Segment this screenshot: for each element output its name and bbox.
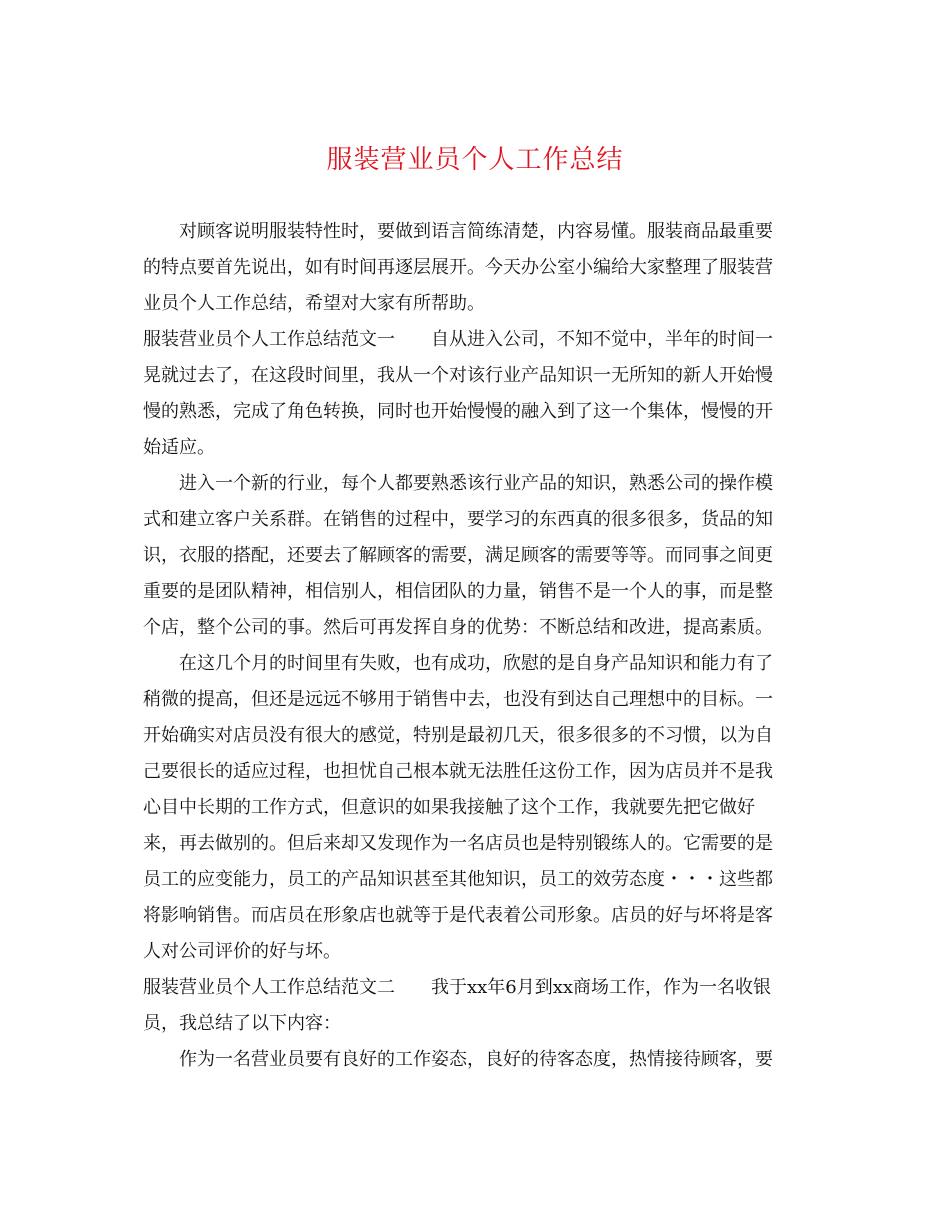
text-line: 在这几个月的时间里有失败，也有成功，欣慰的是自身产品知识和能力有了 [179, 653, 773, 674]
text-line: 的特点要首先说出，如有时间再逐层展开。今天办公室小编给大家整理了服装营 [143, 257, 773, 278]
text-line: 人对公司评价的好与坏。 [143, 941, 341, 962]
text-line: 对顾客说明服装特性时，要做到语言简练清楚，内容易懂。服装商品最重要 [179, 221, 773, 242]
text-line: 心目中长期的工作方式，但意识的如果我接触了这个工作，我就要先把它做好 [143, 797, 755, 818]
text-line: 来，再去做别的。但后来却又发现作为一名店员也是特别锻练人的。它需要的是 [143, 833, 773, 854]
text-line: 始适应。 [143, 437, 215, 458]
text-line: 业员个人工作总结，希望对大家有所帮助。 [143, 293, 485, 314]
text-line: 进入一个新的行业，每个人都要熟悉该行业产品的知识，熟悉公司的操作模 [179, 473, 773, 494]
text-line: 将影响销售。而店员在形象店也就等于是代表着公司形象。店员的好与坏将是客 [143, 905, 773, 926]
text-line: 员工的应变能力，员工的产品知识甚至其他知识，员工的效劳态度・・・这些都 [143, 869, 773, 890]
text-line: 慢的熟悉，完成了角色转换，同时也开始慢慢的融入到了这一个集体，慢慢的开 [143, 401, 773, 422]
text-line: 服装营业员个人工作总结范文二 我于xx年6月到xx商场工作，作为一名收银 [143, 977, 772, 998]
document-body [143, 214, 803, 1078]
text-line: 己要很长的适应过程，也担忧自己根本就无法胜任这份工作，因为店员并不是我 [143, 761, 773, 782]
text-line: 式和建立客户关系群。在销售的过程中，要学习的东西真的很多很多，货品的知 [143, 509, 773, 530]
text-line: 重要的是团队精神，相信别人，相信团队的力量，销售不是一个人的事，而是整 [143, 581, 773, 602]
text-line: 员，我总结了以下内容： [143, 1013, 341, 1034]
text-line: 识，衣服的搭配，还要去了解顾客的需要，满足顾客的需要等等。而同事之间更 [143, 545, 773, 566]
text-line: 作为一名营业员要有良好的工作姿态，良好的待客态度，热情接待顾客，要 [179, 1049, 773, 1070]
text-line: 开始确实对店员没有很大的感觉，特别是最初几天，很多很多的不习惯，以为自 [143, 725, 773, 746]
text-line: 稍微的提高，但还是远远不够用于销售中去，也没有到达自己理想中的目标。一 [143, 689, 773, 710]
document-title: 服装营业员个人工作总结 [326, 145, 624, 175]
text-line: 服装营业员个人工作总结范文一 自从进入公司，不知不觉中，半年的时间一 [143, 329, 773, 350]
text-line: 晃就过去了，在这段时间里，我从一个对该行业产品知识一无所知的新人开始慢 [143, 365, 773, 386]
text-line: 个店，整个公司的事。然后可再发挥自身的优势：不断总结和改进，提高素质。 [143, 617, 773, 638]
